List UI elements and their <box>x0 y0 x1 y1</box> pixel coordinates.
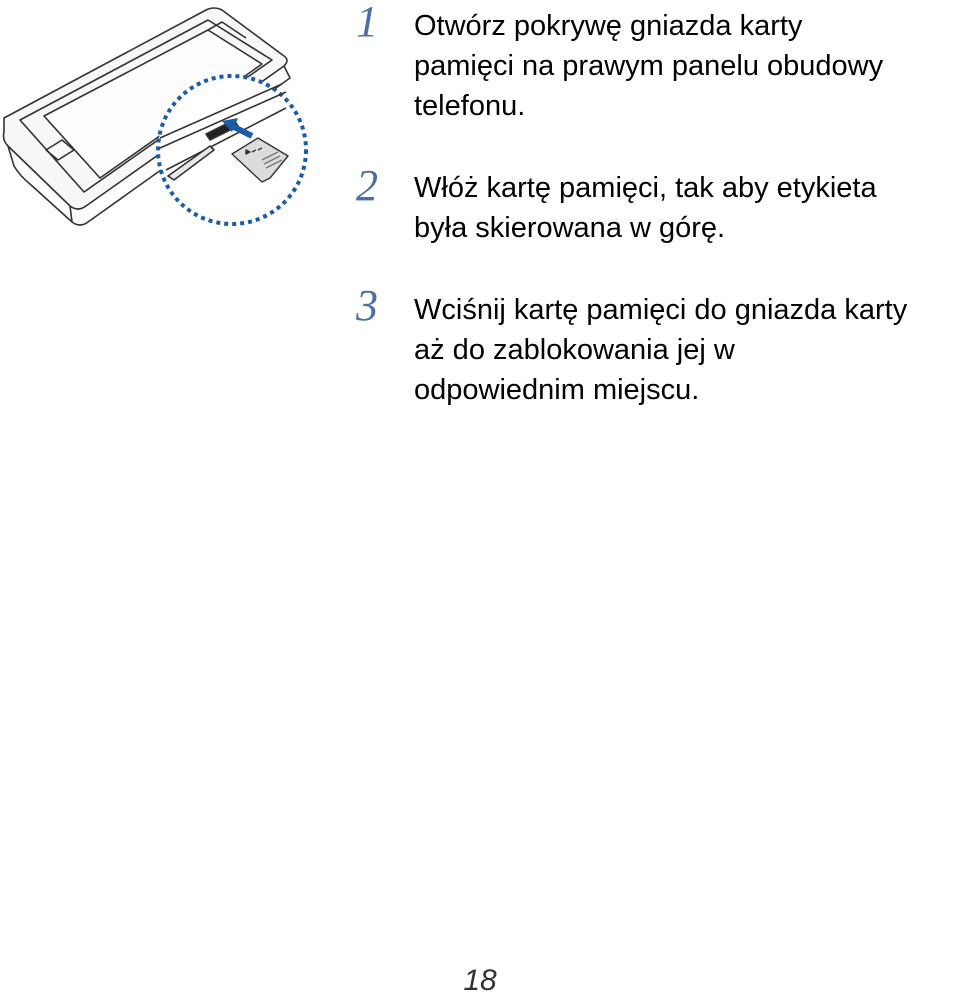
step-text: Wciśnij kartę pamięci do gniazda karty aż do zablokowania jej w odpowiednim miejscu. <box>414 294 908 406</box>
step-number: 3 <box>356 281 378 330</box>
page-number: 18 <box>463 964 497 997</box>
callout-circle-icon <box>158 76 306 224</box>
step-text: Otwórz pokrywę gniazda karty pamięci na prawym panelu obudowy telefonu. <box>414 10 884 122</box>
step-text: Włóż kartę pamięci, tak aby etykieta była skierowana w górę. <box>414 172 877 244</box>
step-number: 2 <box>356 161 378 210</box>
step-number: 1 <box>356 0 378 46</box>
phone-memory-card-illustration <box>0 0 320 232</box>
